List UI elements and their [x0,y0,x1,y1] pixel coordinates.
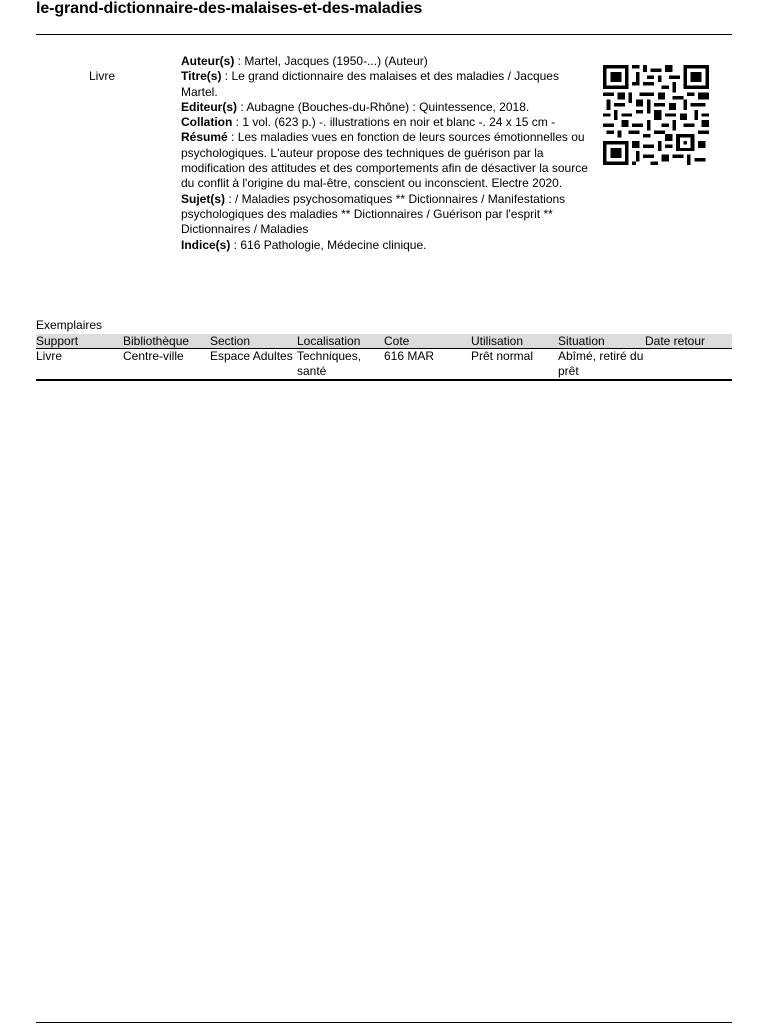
field-value: : Les maladies vues en fonction de leurs sources émotionnelles ou psychologiques. L'auteur propose des techniques de guérison par la modification des attitudes et des comportements afin de désactiver la source du conflit à l'origine du mal-être, conscient ou inconscient. Electre 2020. [181,130,588,191]
qr-code-icon [603,65,709,165]
field-auteur [181,54,591,69]
support-label: Livre [89,69,116,83]
cell-localisation: Techniques, santé [297,349,384,381]
footer-divider [36,1022,732,1023]
field-value: : 1 vol. (623 p.) -. illustrations en noir et blanc -. 24 x 15 cm - [232,115,556,130]
cell-utilisation: Prêt normal [471,349,558,381]
cell-date-retour [645,349,732,381]
field-sujet [181,192,591,238]
field-value: : / Maladies psychosomatiques ** Dictionnaires / Manifestations psychologiques des maladies ** Dictionnaires / Guérison par l'esprit ** Dictionnaires / Maladies [181,191,566,237]
field-label: Sujet(s) [181,191,226,206]
field-indice [181,238,591,253]
col-date-retour: Date retour [645,334,732,349]
col-utilisation: Utilisation [471,334,558,349]
field-value: : Aubagne (Bouches-du-Rhône) : Quintessence, 2018. [237,99,530,114]
field-label: Titre(s) [181,69,222,84]
field-label: Résumé [181,130,228,145]
notice-details [181,54,591,253]
cell-support: Livre [36,349,123,381]
title-divider [36,34,732,35]
field-label: Collation [181,115,233,130]
table-row [36,349,732,381]
page-title: le-grand-dictionnaire-des-malaises-et-des-maladies [36,0,423,17]
col-section: Section [210,334,297,349]
cell-cote: 616 MAR [384,349,471,381]
field-value: : 616 Pathologie, Médecine clinique. [230,237,427,252]
field-value: : Le grand dictionnaire des malaises et des maladies / Jacques Martel. [181,69,559,99]
field-value: : Martel, Jacques (1950-...) (Auteur) [234,54,428,68]
col-bibliotheque: Bibliothèque [123,334,210,349]
cell-situation: Abîmé, retiré du prêt [558,349,644,378]
col-localisation: Localisation [297,334,384,349]
field-resume [181,130,591,191]
field-label: Indice(s) [181,237,231,252]
field-label: Editeur(s) [181,99,238,114]
exemplaires-table [36,334,732,381]
table-header-row [36,334,732,349]
field-collation [181,115,591,130]
exemplaires-title: Exemplaires [36,318,103,332]
col-support: Support [36,334,123,349]
col-cote: Cote [384,334,471,349]
field-titre [181,69,591,100]
cell-bibliotheque: Centre-ville [123,349,210,381]
cell-section: Espace Adultes [210,349,297,381]
col-situation: Situation [558,334,645,349]
field-label: Auteur(s) [181,54,235,68]
field-editeur [181,100,591,115]
